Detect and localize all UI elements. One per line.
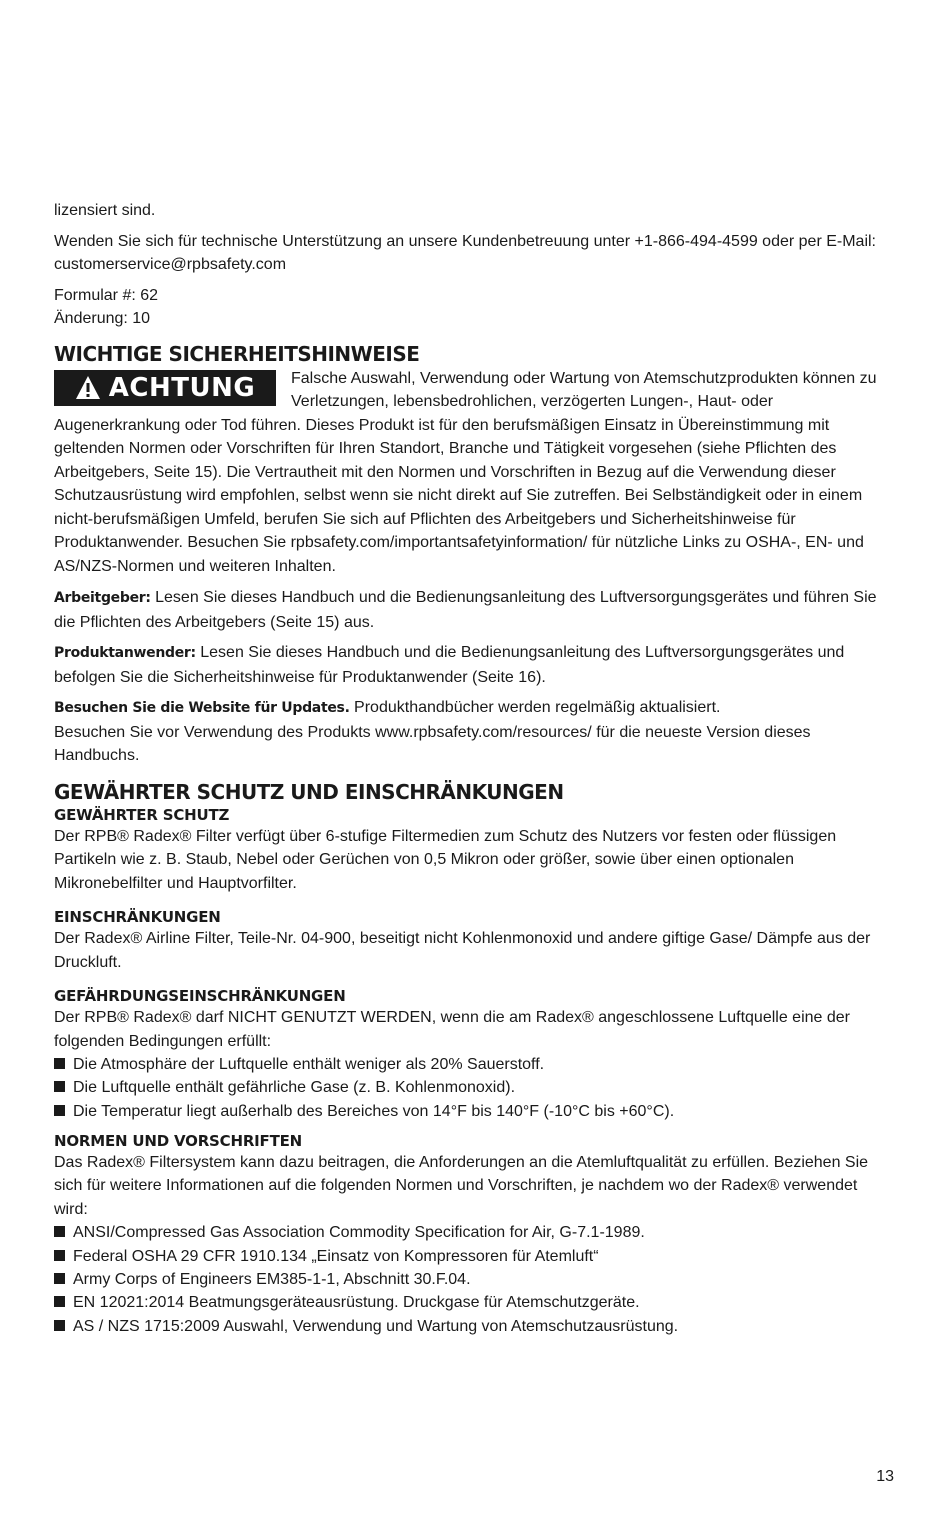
list-item [54, 1221, 894, 1244]
list-item-text: ANSI/Compressed Gas Association Commodity Specification for Air, G-7.1-1989. [73, 1224, 645, 1242]
list-item [54, 1245, 894, 1268]
updates-text-2: Besuchen Sie vor Verwendung des Produkts www.rpbsafety.com/resources/ für die neueste Version dieses Handbuchs. [54, 723, 811, 764]
bullet-square-icon [54, 1081, 65, 1092]
provided-protection-heading: GEWÄHRTER SCHUTZ [54, 805, 230, 824]
list-item [54, 1100, 894, 1123]
list-item [54, 1076, 894, 1099]
hazard-limitations-heading: GEFÄHRDUNGSEINSCHRÄNKUNGEN [54, 987, 346, 1005]
employer-paragraph [54, 586, 894, 634]
warning-text: Falsche Auswahl, Verwendung oder Wartung von Atemschutzprodukten können zu Verletzungen, lebensbedrohlichen, verzögerten Lungen-, Haut- oder Augenerkrankung oder Tod führen. Dieses Produkt ist für den berufsmäßigen Einsatz in Übereinstimmung mit geltenden Normen oder Vorschriften für Ihren Standort, Branche und Tätigkeit vorgesehen (siehe Pflichten des Arbeitgebers, Seite 15). Die Vertrautheit mit den Normen und Vorschriften in Bezug auf die Verwendung dieser Schutzausrüstung wird empfohlen, selbst wenn sie nicht direkt auf Sie zutreffen. Bei Selbständigkeit oder in einem nicht-berufsmäßigen Umfeld, berufen Sie sich auf Pflichten des Arbeitgebers und Sicherheitshinweise für Produktanwender. Besuchen Sie rpbsafety.com/importantsafetyinformation/ für nützliche Links zu OSHA-, EN- und AS/NZS-Normen und weiteren Inhalten. [54, 369, 877, 575]
bullet-square-icon [54, 1226, 65, 1237]
user-text: Lesen Sie dieses Handbuch und die Bedienungsanleitung des Luftversorgungsgerätes und befolgen Sie die Sicherheitshinweise für Produktanwender (Seite 16). [54, 644, 845, 686]
updates-paragraph [54, 696, 894, 721]
list-item-text: Die Temperatur liegt außerhalb des Bereiches von 14°F bis 140°F (-10°C bis +60°C). [73, 1102, 675, 1120]
standards-text: Das Radex® Filtersystem kann dazu beitragen, die Anforderungen an die Atemluftqualität zu erfüllen. Beziehen Sie sich für weitere Informationen auf die folgenden Normen und Vorschriften, je nachdem wo der Radex® verwendet wird: [54, 1153, 869, 1218]
standards-heading: NORMEN UND VORSCHRIFTEN [54, 1131, 303, 1150]
page-number: 13 [876, 1468, 894, 1485]
form-number: Formular #: 62 [54, 286, 159, 304]
list-item [54, 1291, 894, 1314]
warning-triangle-icon [75, 375, 101, 401]
provided-protection-text: Der RPB® Radex® Filter verfügt über 6-stufige Filtermedien zum Schutz des Nutzers vor festen oder flüssigen Partikeln wie z. B. Staub, Nebel oder Gerüchen von 0,5 Mikron oder größer, sowie über einen optionalen Mikronebelfilter und Hauptvorfilter. [54, 827, 837, 892]
list-item-text: EN 12021:2014 Beatmungsgeräteausrüstung. Druckgase für Atemschutzgeräte. [73, 1294, 640, 1312]
bullet-square-icon [54, 1250, 65, 1261]
list-item [54, 1315, 894, 1338]
protection-heading: GEWÄHRTER SCHUTZ UND EINSCHRÄNKUNGEN [54, 779, 564, 804]
bullet-square-icon [54, 1105, 65, 1116]
bullet-square-icon [54, 1296, 65, 1307]
employer-label: Arbeitgeber: [54, 590, 151, 606]
warning-block [54, 367, 894, 579]
list-item-text: Die Atmosphäre der Luftquelle enthält weniger als 20% Sauerstoff. [73, 1056, 545, 1073]
warning-label: ACHTUNG [108, 372, 256, 403]
list-item-text: Army Corps of Engineers EM385-1-1, Abschnitt 30.F.04. [73, 1270, 471, 1288]
updates-text: Produkthandbücher werden regelmäßig aktualisiert. [349, 699, 721, 716]
list-item-text: Die Luftquelle enthält gefährliche Gase (z. B. Kohlenmonoxid). [73, 1079, 516, 1097]
bullet-square-icon [54, 1320, 65, 1331]
list-item [54, 1268, 894, 1291]
list-item-text: Federal OSHA 29 CFR 1910.134 „Einsatz von Kompressoren für Atemluft“ [73, 1247, 599, 1265]
updates-label: Besuchen Sie die Website für Updates. [54, 700, 350, 716]
bullet-square-icon [54, 1273, 65, 1284]
user-label: Produktanwender: [54, 645, 196, 661]
limitations-text: Der Radex® Airline Filter, Teile-Nr. 04-900, beseitigt nicht Kohlenmonoxid und andere giftige Gase/ Dämpfe aus der Druckluft. [54, 930, 871, 971]
support-contact: Wenden Sie sich für technische Unterstützung an unsere Kundenbetreuung unter +1-866-494-4599 oder per E-Mail: customerservice@rpbsafety.com [54, 232, 876, 273]
list-item [54, 1053, 894, 1076]
user-paragraph [54, 641, 894, 689]
intro-continuation: lizensiert sind. [54, 202, 156, 219]
revision-number: Änderung: 10 [54, 310, 151, 327]
page-content [54, 0, 894, 1485]
limitations-heading: EINSCHRÄNKUNGEN [54, 908, 221, 926]
warning-badge [54, 370, 276, 406]
safety-heading: WICHTIGE SICHERHEITSHINWEISE [54, 341, 420, 366]
employer-text: Lesen Sie dieses Handbuch und die Bedienungsanleitung des Luftversorgungsgerätes und führen Sie die Pflichten des Arbeitgebers (Seite 15) aus. [54, 589, 877, 631]
bullet-square-icon [54, 1058, 65, 1069]
hazard-limitations-text: Der RPB® Radex® darf NICHT GENUTZT WERDEN, wenn die am Radex® angeschlossene Luftquelle eine der folgenden Bedingungen erfüllt: [54, 1009, 850, 1050]
list-item-text: AS / NZS 1715:2009 Auswahl, Verwendung und Wartung von Atemschutzausrüstung. [73, 1317, 679, 1335]
